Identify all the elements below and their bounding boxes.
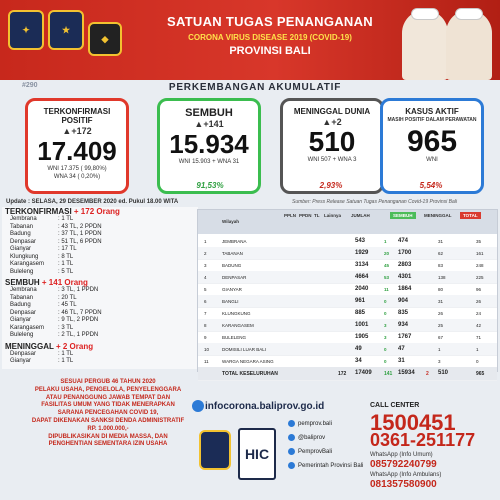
cell-no: 6	[204, 299, 207, 304]
warning-line: PENGHENTIAN SEMENTARA IZIN USAHA	[48, 441, 168, 448]
card-value: 17.409	[37, 136, 117, 166]
list-item	[2, 358, 198, 366]
list-item	[2, 239, 198, 247]
cell-total: 4664	[355, 274, 369, 280]
cell-no: 9	[204, 335, 207, 340]
warning-line: ATAU PENANGGUNG JAWAB TEMPAT DAN	[45, 394, 171, 401]
cell-name: GIANYAR	[222, 287, 242, 292]
cell-sembuh: 3	[384, 323, 387, 328]
region-detail: : 20 TL	[58, 294, 77, 301]
total-label: TOTAL KESELURUHAN	[222, 371, 278, 377]
region-name: Klungkung	[10, 253, 39, 260]
cell-name: BANGLI	[222, 299, 239, 304]
call-center-number-2[interactable]: 0361-251177	[370, 430, 476, 450]
province-seal-icon	[199, 430, 231, 470]
total-mng: 510	[438, 370, 449, 376]
card-label: TERKONFIRMASI POSITIF	[43, 107, 111, 125]
official-portrait	[446, 10, 492, 80]
recovered-percent: 91,53%	[196, 181, 224, 190]
call-center-number[interactable]: 1500451	[370, 410, 456, 435]
warning-line: FASILITAS UMUM YANG TIDAK MENERAPKAN	[41, 402, 175, 409]
section-title: PERKEMBANGAN AKUMULATIF	[168, 82, 342, 93]
cell-mng: 31	[438, 299, 444, 304]
confirmed-head-label: TERKONFIRMASI	[5, 207, 72, 216]
cell-mng: 138	[438, 275, 446, 280]
region-detail: : 1 TL	[58, 358, 74, 364]
cell-name: WARGA NEGARA ASING	[222, 359, 274, 364]
region-name: Jembrana	[10, 216, 37, 222]
cell-sembuh: 0	[384, 359, 387, 364]
cell-total: 2040	[355, 286, 369, 292]
cell-rec: 1864	[398, 286, 412, 292]
cell-mng: 26	[438, 311, 444, 316]
cell-no: 10	[204, 347, 210, 352]
recovered-head	[2, 278, 198, 287]
bali-province-seal-icon: ✦	[8, 10, 44, 50]
card-delta: ▲+2	[322, 117, 342, 127]
total-sembuh_delta: 141	[384, 371, 393, 377]
region-name: Denpasar	[10, 350, 37, 357]
warning-line: DIPUBLIKASIKAN DI MEDIA MASSA, DAN	[48, 433, 168, 440]
cell-rec: 474	[398, 238, 409, 244]
region-name: Tabanan	[10, 223, 34, 230]
region-name: Denpasar	[10, 309, 37, 316]
confirmed-head	[2, 207, 198, 216]
cell-total: 1929	[355, 250, 369, 256]
cell-total: 3134	[355, 262, 369, 268]
warning-line: RP. 1.000.000,-	[87, 425, 129, 432]
cell-name: KLUNGKUNG	[222, 311, 251, 316]
source-line: Sumber: Press Release Satuan Tugas Penanganan Covid-19 Provinsi Bali	[292, 199, 457, 205]
region-detail: : 8 TL	[58, 253, 74, 260]
recovered-list	[2, 287, 198, 340]
cell-total: 49	[355, 346, 362, 352]
card-sub: WNI	[426, 157, 438, 163]
regional-table	[197, 209, 498, 377]
table-total-row	[198, 367, 497, 381]
list-item	[2, 287, 198, 295]
deaths-list	[2, 351, 198, 366]
confirmed-list	[2, 216, 198, 276]
region-detail: : 9 TL, 2 PPDN	[58, 317, 99, 323]
instagram-icon	[288, 434, 295, 441]
warning-line: PELAKU USAHA, PENGELOLA, PENYELENGGARA	[34, 386, 182, 393]
list-item	[2, 302, 198, 310]
facebook-icon	[288, 420, 295, 427]
list-item	[2, 317, 198, 325]
table-header	[198, 210, 497, 234]
logo-group	[8, 10, 122, 56]
region-name: Jembrana	[10, 287, 37, 293]
card-sub: WNI 17.375 ( 99,80%)	[47, 166, 107, 172]
cell-total: 1905	[355, 334, 369, 340]
card-sub-label: MASIH POSITIF DALAM PERAWATAN	[387, 117, 477, 123]
list-item	[2, 231, 198, 239]
card-delta: ▲+172	[62, 126, 92, 136]
cell-total: 885	[355, 310, 366, 316]
cell-no: 3	[204, 263, 207, 268]
cell-aktif: 71	[476, 335, 482, 340]
cell-sembuh: 20	[384, 251, 390, 256]
globe-icon	[192, 400, 204, 412]
th-total: TOTAL	[460, 212, 481, 219]
total-total: 17409	[355, 370, 372, 376]
social-label: pemprov.bali	[298, 421, 332, 428]
warning-notice	[25, 379, 191, 492]
whatsapp-number[interactable]: 085792240799	[370, 459, 437, 470]
list-item	[2, 295, 198, 303]
social-facebook[interactable]	[288, 420, 332, 427]
social-label: Pemerintah Provinsi Bali	[298, 463, 364, 470]
polda-bali-seal-icon: ◆	[88, 22, 122, 56]
region-name: Gianyar	[10, 317, 32, 323]
region-detail: : 37 TL, 1 PPDN	[58, 231, 102, 237]
cell-mng: 80	[438, 287, 444, 292]
th-ppln: PPLN	[284, 213, 297, 218]
twitter-icon	[288, 448, 295, 455]
cell-sembuh: 11	[384, 287, 389, 292]
card-label: SEMBUH	[185, 107, 233, 119]
official-portrait	[402, 10, 448, 80]
recovered-head-label: SEMBUH	[5, 278, 40, 287]
list-item	[2, 269, 198, 277]
card-sub: WNA 34 ( 0,20%)	[53, 174, 101, 180]
region-detail: : 46 TL, 7 PPDN	[58, 309, 102, 316]
cell-rec: 31	[398, 358, 405, 364]
cell-total: 961	[355, 298, 366, 304]
region-detail: : 2 TL, 1 PPDN	[58, 332, 99, 338]
region-name: Karangasem	[10, 261, 45, 267]
cell-no: 11	[204, 359, 209, 364]
cell-sembuh: 53	[384, 275, 390, 280]
card-sub: WNI 15.903 + WNA 31	[178, 159, 240, 165]
list-item	[2, 310, 198, 318]
cell-aktif: 42	[476, 323, 482, 328]
cell-mng: 67	[438, 335, 444, 340]
cell-sembuh: 0	[384, 311, 387, 316]
th-lainnya: Lainnya	[324, 213, 342, 218]
header-subtitle: CORONA VIRUS DISEASE 2019 (COVID-19)	[188, 33, 352, 42]
cell-mng: 62	[438, 251, 444, 256]
warning-line: SARANA PENCEGAHAN COVID 19,	[57, 410, 159, 417]
social-label: @baliprov	[298, 435, 326, 442]
cell-aktif: 96	[476, 287, 482, 292]
header-region: PROVINSI BALI	[229, 45, 311, 57]
call-center-label: CALL CENTER	[370, 402, 420, 409]
region-detail: : 3 TL	[58, 324, 74, 331]
region-detail: : 1 TL	[58, 261, 74, 267]
cell-aktif: 35	[476, 239, 482, 244]
cell-name: TABANAN	[222, 251, 243, 256]
cell-mng: 1	[438, 347, 441, 352]
cell-sembuh: 45	[384, 263, 390, 268]
cell-name: BADUNG	[222, 263, 242, 268]
header-banner	[0, 0, 500, 80]
confirmed-card	[25, 98, 129, 194]
cell-rec: 934	[398, 322, 409, 328]
warning-line: DAPAT DIKENAKAN SANKSI DENDA ADMINISTRATIF	[31, 417, 185, 424]
region-name: Tabanan	[10, 294, 34, 301]
total-aktif: 965	[476, 371, 485, 377]
cell-rec: 1700	[398, 250, 412, 256]
cell-no: 1	[204, 239, 207, 244]
region-detail: : 3 TL, 1 PPDN	[58, 287, 99, 293]
recovered-head-delta: + 141 Orang	[41, 278, 88, 287]
cell-aktif: 0	[476, 359, 479, 364]
region-name: Denpasar	[10, 238, 37, 245]
cell-no: 7	[204, 311, 207, 316]
cell-aktif: 225	[476, 275, 484, 280]
list-item	[2, 325, 198, 333]
cell-aktif: 26	[476, 299, 482, 304]
update-line: Update : SELASA, 29 DESEMBER 2020 ed. Pukul 18.00 WITA	[6, 199, 179, 205]
card-value: 965	[406, 125, 458, 158]
header-title: SATUAN TUGAS PENANGANAN	[167, 14, 373, 29]
cell-name: KARANGASEM	[222, 323, 254, 328]
total-delta: 172	[338, 371, 347, 377]
recovered-card	[157, 98, 261, 194]
cell-sembuh: 0	[384, 347, 387, 352]
region-name: Karangasem	[10, 324, 45, 331]
cell-rec: 47	[398, 346, 405, 352]
cell-mng: 83	[438, 263, 444, 268]
cell-name: DENPASAR	[222, 275, 247, 280]
social-instagram[interactable]	[288, 434, 325, 441]
total-rec: 15934	[398, 370, 415, 376]
cell-sembuh: 0	[384, 299, 387, 304]
youtube-icon	[288, 462, 295, 469]
card-delta: ▲+141	[194, 119, 224, 129]
deaths-card	[280, 98, 384, 194]
region-name: Badung	[10, 231, 31, 237]
th-wilayah: Wilayah	[222, 219, 239, 224]
deaths-head-label: MENINGGAL	[5, 341, 54, 351]
list-item	[2, 332, 198, 340]
social-twitter[interactable]	[288, 448, 332, 455]
cell-aktif: 1	[476, 347, 479, 352]
cell-name: BULELENG	[222, 335, 247, 340]
cell-no: 4	[204, 275, 207, 280]
social-youtube[interactable]	[288, 462, 363, 469]
cell-rec: 4301	[398, 274, 412, 280]
region-name: Buleleng	[10, 332, 34, 338]
region-detail: : 43 TL, 2 PPDN	[58, 223, 102, 230]
list-item	[2, 261, 198, 269]
cell-rec: 1767	[398, 334, 412, 340]
region-detail: : 5 TL	[58, 268, 74, 275]
cell-mng: 3	[438, 359, 441, 364]
list-item	[2, 224, 198, 232]
cell-no: 2	[204, 251, 207, 256]
whatsapp-label: WhatsApp (Info Umum)	[370, 452, 433, 458]
daily-breakdown-panel	[2, 207, 198, 369]
active-card	[380, 98, 484, 194]
region-detail: : 51 TL, 6 PPDN	[58, 238, 102, 245]
active-percent: 5,54%	[419, 181, 443, 190]
region-name: Buleleng	[10, 268, 34, 275]
th-meninggal: MENINGGAL	[424, 213, 452, 218]
card-sub: WNI 507 + WNA 3	[307, 157, 357, 163]
cell-sembuh: 3	[384, 335, 387, 340]
website-link[interactable]: infocorona.baliprov.go.id	[205, 401, 325, 412]
card-label: MENINGGAL DUNIA	[293, 107, 371, 116]
deaths-head	[2, 342, 198, 351]
social-label: PemprovBali	[298, 449, 333, 456]
cell-name: JEMBRANA	[222, 239, 247, 244]
region-name: Gianyar	[10, 246, 32, 252]
total-mng_delta: 2	[426, 371, 429, 377]
region-name: Gianyar	[10, 358, 32, 364]
warning-line: SESUAI PERGUB 46 TAHUN 2020	[60, 379, 156, 385]
officials-photo	[402, 4, 494, 80]
card-label: KASUS AKTIF	[405, 107, 459, 116]
cell-total: 1001	[355, 322, 369, 328]
cell-no: 8	[204, 323, 207, 328]
deaths-head-delta: + 2 Orang	[55, 341, 94, 351]
cell-name: DOMISILI LUAR BALI	[222, 347, 267, 352]
police-seal-icon: ★	[48, 10, 84, 50]
deaths-percent: 2,93%	[319, 181, 343, 190]
region-detail: : 45 TL	[58, 302, 77, 308]
th-jumlah: JUMLAH	[351, 213, 370, 218]
cell-no: 5	[204, 287, 207, 292]
list-item	[2, 254, 198, 262]
cell-aktif: 248	[476, 263, 484, 268]
cell-aktif: 24	[476, 311, 482, 316]
cell-rec: 904	[398, 298, 409, 304]
cell-rec: 2803	[398, 262, 412, 268]
card-value: 15.934	[169, 129, 249, 159]
th-sembuh: SEMBUH	[390, 212, 416, 219]
card-value: 510	[308, 126, 356, 157]
header-text	[150, 14, 390, 57]
cell-rec: 835	[398, 310, 409, 316]
region-name: Badung	[10, 302, 31, 308]
list-item	[2, 216, 198, 224]
region-detail: : 1 TL	[58, 216, 74, 222]
whatsapp-label-2: WhatsApp (Info Ambulans)	[370, 472, 442, 478]
th-ppdn: PPDN	[299, 213, 312, 218]
list-item	[2, 351, 198, 359]
cell-total: 543	[355, 238, 366, 244]
region-detail: : 17 TL	[58, 246, 77, 252]
hic-logo: HIC	[238, 428, 276, 480]
confirmed-head-delta: + 172 Orang	[73, 207, 120, 216]
cell-mng: 31	[438, 239, 444, 244]
cell-mng: 25	[438, 323, 444, 328]
edition-number: #290	[22, 82, 38, 89]
list-item	[2, 246, 198, 254]
cell-total: 34	[355, 358, 362, 364]
cell-sembuh: 1	[384, 239, 387, 244]
th-tl: TL	[314, 213, 320, 218]
whatsapp-number-2[interactable]: 081357580900	[370, 479, 437, 490]
region-detail: : 1 TL	[58, 350, 74, 357]
cell-aktif: 161	[476, 251, 484, 256]
